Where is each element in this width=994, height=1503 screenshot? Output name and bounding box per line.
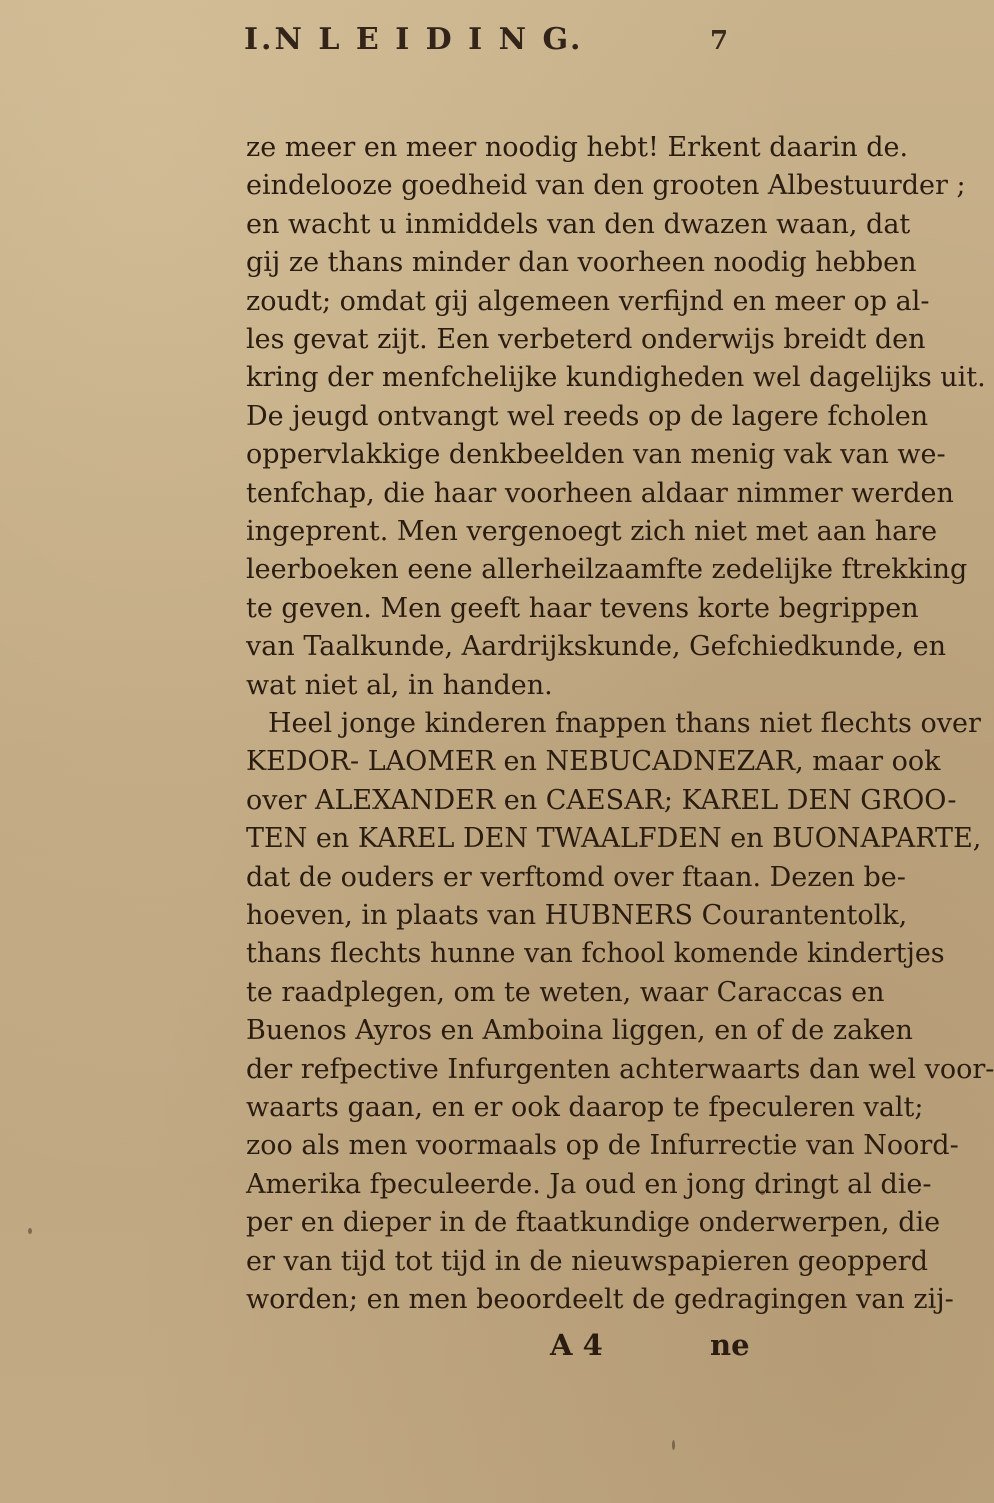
catchword: ne bbox=[710, 1328, 750, 1362]
text-line: les gevat zijt. Een verbeterd onderwijs breidt den bbox=[246, 324, 926, 355]
text-line: te geven. Men geeft haar tevens korte begrippen bbox=[246, 592, 919, 624]
text-line: ingeprent. Men vergenoegt zich niet met aan hare bbox=[246, 516, 938, 547]
text-line: er van tijd tot tijd in de nieuwspapieren geopperd bbox=[246, 1245, 928, 1277]
text-line: hoeven, in plaats van HUBNERS Courantentolk, bbox=[246, 900, 908, 931]
text-line: zoudt; omdat gij algemeen verfijnd en meer op al- bbox=[246, 285, 930, 317]
text-line: wat niet al, in handen. bbox=[246, 669, 553, 701]
text-line: Heel jonge kinderen fnappen thans niet flechts over bbox=[268, 708, 981, 739]
page-footer bbox=[0, 1328, 800, 1372]
text-line: en wacht u inmiddels van den dwazen waan, dat bbox=[246, 208, 911, 240]
text-line: der refpective Infurgenten achterwaarts dan wel voor- bbox=[246, 1053, 994, 1085]
text-line: thans flechts hunne van fchool komende kindertjes bbox=[246, 938, 945, 970]
text-line: tenfchap, die haar voorheen aldaar nimmer werden bbox=[246, 477, 954, 509]
text-line: zoo als men voormaals op de Infurrectie van Noord- bbox=[246, 1130, 959, 1162]
page-number: 7 bbox=[710, 26, 729, 56]
text-line: eindelooze goedheid van den grooten Albestuurder ; bbox=[246, 170, 966, 202]
page-header bbox=[0, 18, 800, 68]
text-line: oppervlakkige denkbeelden van menig vak van we- bbox=[246, 439, 946, 471]
text-line: van Taalkunde, Aardrijkskunde, Gefchiedkunde, en bbox=[246, 631, 946, 663]
text-line: dat de ouders er verftomd over ftaan. Dezen be- bbox=[246, 861, 906, 893]
text-line: gij ze thans minder dan voorheen noodig hebben bbox=[246, 247, 917, 279]
text-line: waarts gaan, en er ook daarop te fpeculeren valt; bbox=[246, 1092, 924, 1123]
signature-mark: A 4 bbox=[550, 1328, 603, 1362]
text-line: TEN en KAREL DEN TWAALFDEN en BUONAPARTE, bbox=[246, 823, 982, 855]
running-head: I.N L E I D I N G. bbox=[244, 22, 584, 57]
text-line: ze meer en meer noodig hebt! Erkent daarin de. bbox=[246, 132, 909, 163]
text-line: De jeugd ontvangt wel reeds op de lagere fcholen bbox=[246, 400, 929, 432]
ink-speck bbox=[672, 1440, 675, 1450]
text-line: kring der menfchelijke kundigheden wel dagelijks uit. bbox=[246, 362, 986, 394]
text-line: worden; en men beoordeelt de gedragingen van zij- bbox=[246, 1284, 954, 1315]
text-line: per en dieper in de ftaatkundige onderwerpen, die bbox=[246, 1207, 941, 1239]
text-line: over ALEXANDER en CAESAR; KAREL DEN GROO- bbox=[246, 784, 957, 816]
ink-speck bbox=[28, 1228, 32, 1234]
text-line: leerboeken eene allerheilzaamfte zedelijke ftrekking bbox=[246, 554, 968, 586]
text-line: Amerika fpeculeerde. Ja oud en jong dringt al die- bbox=[246, 1168, 932, 1200]
text-line: KEDOR- LAOMER en NEBUCADNEZAR, maar ook bbox=[246, 746, 941, 778]
text-line: te raadplegen, om te weten, waar Caraccas en bbox=[246, 976, 885, 1008]
text-line: Buenos Ayros en Amboina liggen, en of de zaken bbox=[246, 1015, 913, 1047]
ink-speck bbox=[760, 1190, 765, 1195]
